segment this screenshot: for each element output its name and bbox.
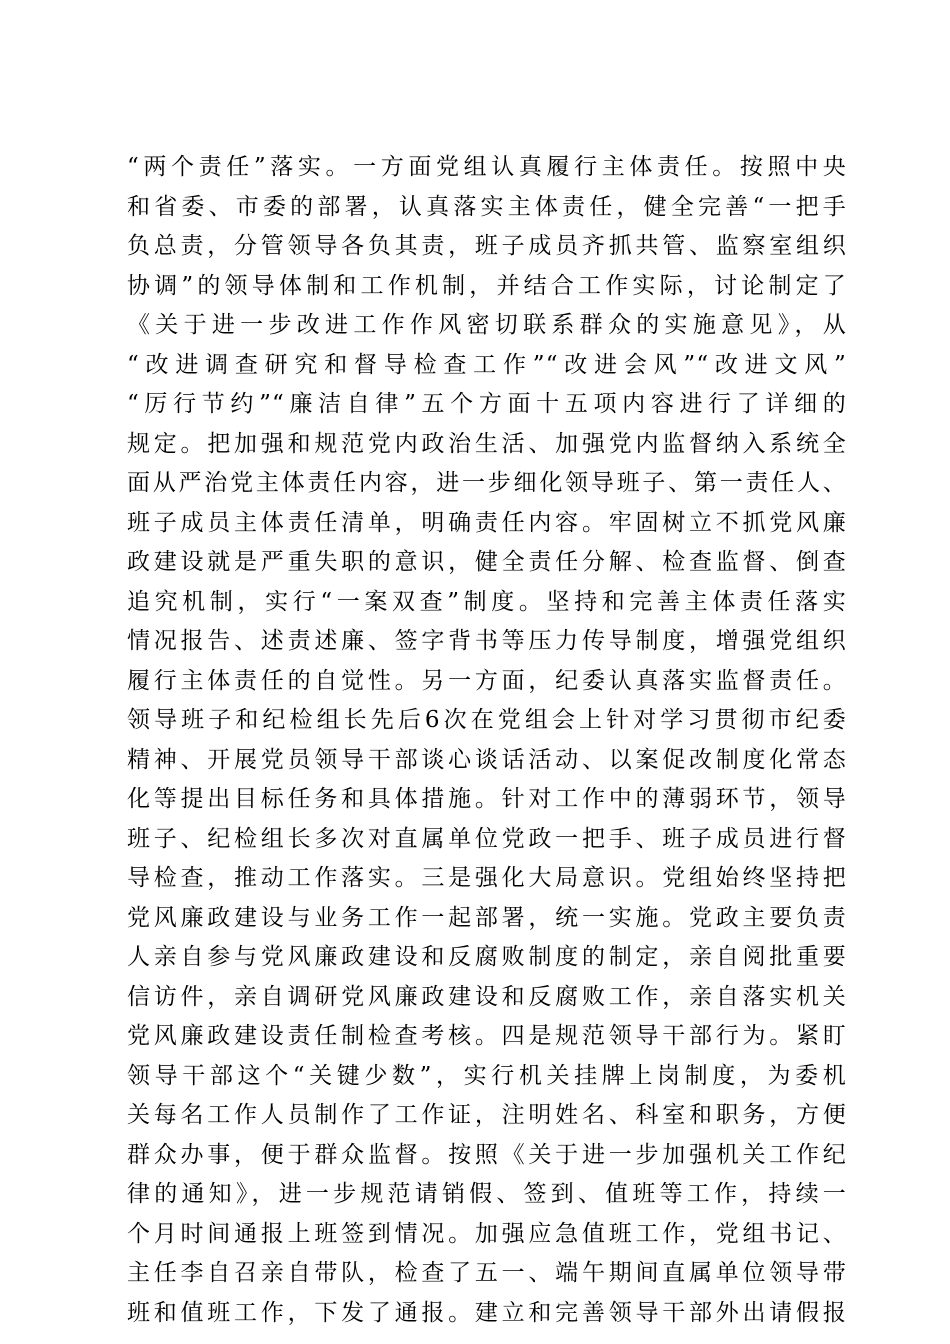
text-line: “两个责任”落实。一方面党组认真履行主体责任。按照中央 xyxy=(127,154,847,180)
text-line: 主任李自召亲自带队，检查了五一、端午期间直属单位领导带 xyxy=(127,1260,847,1286)
text-line: 班子、纪检组长多次对直属单位党政一把手、班子成员进行督 xyxy=(127,825,847,852)
text-line: 追究机制，实行“一案双查”制度。坚持和完善主体责任落实 xyxy=(127,588,847,615)
text-line: 党风廉政建设责任制检查考核。四是规范领导干部行为。紧盯 xyxy=(127,1023,847,1049)
text-line: 情况报告、述责述廉、签字背书等压力传导制度，增强党组织 xyxy=(127,628,847,654)
text-line: 个月时间通报上班签到情况。加强应急值班工作，党组书记、 xyxy=(127,1220,847,1247)
text-line: 导检查，推动工作落实。三是强化大局意识。党组始终坚持把 xyxy=(127,865,847,891)
text-line: 领导干部这个“关键少数”，实行机关挂牌上岗制度，为委机 xyxy=(127,1062,847,1089)
text-line: 领导班子和纪检组长先后6次在党组会上针对学习贯彻市纪委 xyxy=(127,707,847,733)
text-line: 履行主体责任的自觉性。另一方面，纪委认真落实监督责任。 xyxy=(127,667,847,694)
text-line: 信访件，亲自调研党风廉政建设和反腐败工作，亲自落实机关 xyxy=(127,983,847,1010)
text-line: 政建设就是严重失职的意识，健全责任分解、检查监督、倒查 xyxy=(127,549,847,575)
text-line: 《关于进一步改进工作作风密切联系群众的实施意见》，从 xyxy=(127,312,847,338)
text-line: 班子成员主体责任清单，明确责任内容。牢固树立不抓党风廉 xyxy=(127,509,847,536)
text-line: “厉行节约”“廉洁自律”五个方面十五项内容进行了详细的 xyxy=(127,391,847,417)
text-line: 化等提出目标任务和具体措施。针对工作中的薄弱环节，领导 xyxy=(127,786,847,812)
text-line: 协调”的领导体制和工作机制，并结合工作实际，讨论制定了 xyxy=(127,272,847,299)
text-line: 精神、开展党员领导干部谈心谈话活动、以案促改制度化常态 xyxy=(127,746,847,773)
text-line: 人亲自参与党风廉政建设和反腐败制度的制定，亲自阅批重要 xyxy=(127,944,847,970)
text-line: 班和值班工作，下发了通报。建立和完善领导干部外出请假报 xyxy=(127,1299,847,1326)
text-line: 规定。把加强和规范党内政治生活、加强党内监督纳入系统全 xyxy=(127,430,847,457)
text-line: 群众办事，便于群众监督。按照《关于进一步加强机关工作纪 xyxy=(127,1141,847,1168)
body-text xyxy=(127,148,847,1333)
text-line: “改进调查研究和督导检查工作”“改进会风”“改进文风” xyxy=(127,351,847,378)
text-line: 律的通知》，进一步规范请销假、签到、值班等工作，持续一 xyxy=(127,1181,847,1207)
text-line: 关每名工作人员制作了工作证，注明姓名、科室和职务，方便 xyxy=(127,1102,847,1128)
text-line: 党风廉政建设与业务工作一起部署，统一实施。党政主要负责 xyxy=(127,904,847,931)
text-line: 面从严治党主体责任内容，进一步细化领导班子、第一责任人、 xyxy=(127,470,847,496)
text-line: 和省委、市委的部署，认真落实主体责任，健全完善“一把手 xyxy=(127,193,847,220)
text-line: 负总责，分管领导各负其责，班子成员齐抓共管、监察室组织 xyxy=(127,233,847,259)
